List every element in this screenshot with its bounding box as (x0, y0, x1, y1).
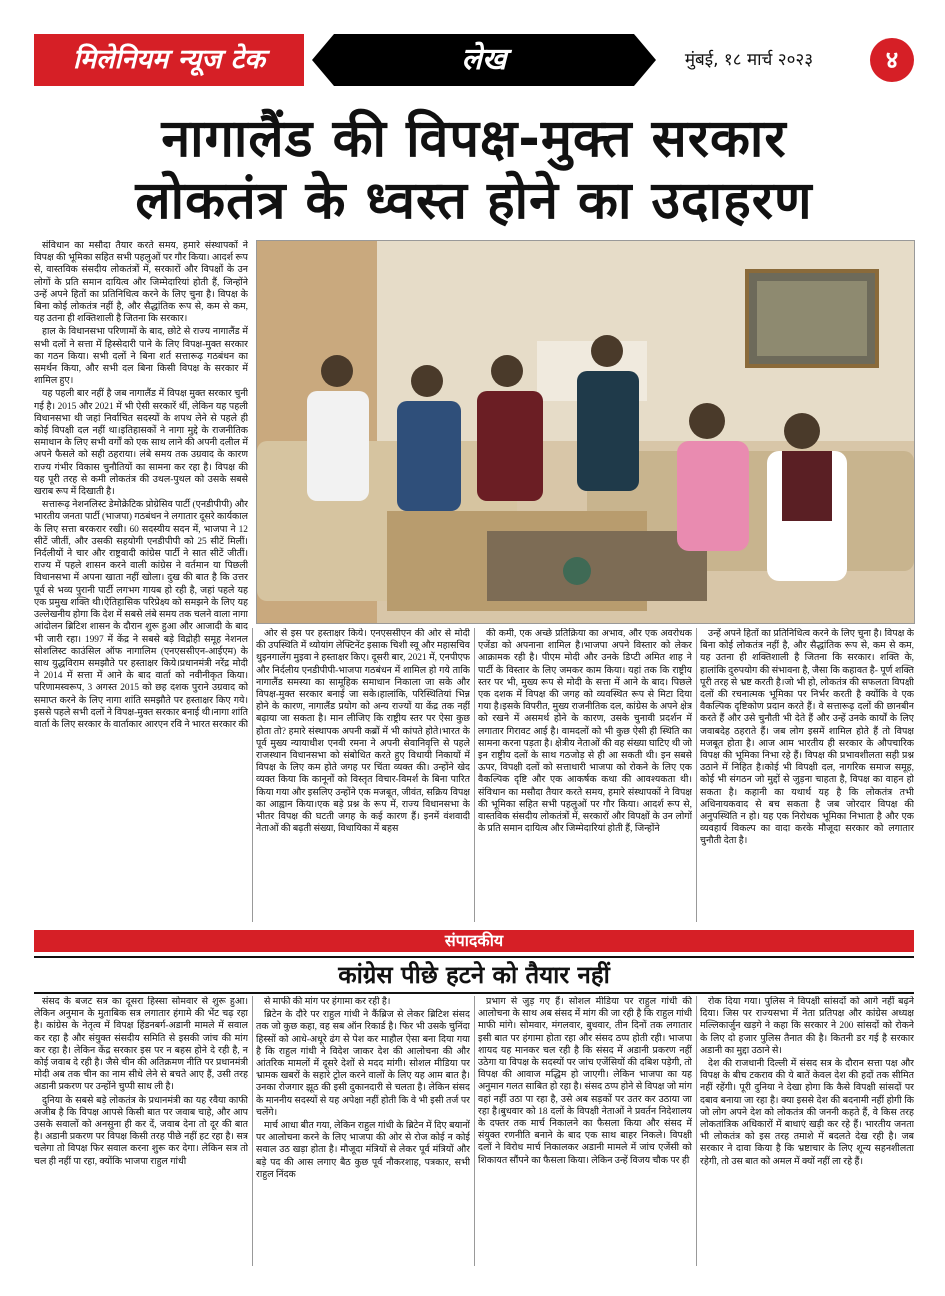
column-divider (696, 628, 697, 922)
column-divider (474, 628, 475, 922)
editorial-section-label: संपादकीय (34, 930, 914, 952)
paragraph: सत्तारूढ़ नेशनलिस्ट डेमोक्रेटिक प्रोग्रेसिव पार्टी (एनडीपीपी) और भारतीय जनता पार्टी (भाजपा) गठबंधन ने लगातार दूसरे कार्यकाल के लिए सत्ता बरकरार रखी। 60 सदस्यीय सदन में, भाजपा ने 12 सीटें जीतीं, और उसकी सहयोगी एनडीपीपी को 25 सीटें मिलीं। निर्दलीयों ने चार और राष्ट्रवादी कांग्रेस पार्टी ने सात सीटें जीतीं। राज्य में पहले शासन करने वाली कांग्रेस ने वर्तमान या पिछली विधानसभा में अपना खाता नहीं खोला। दुख की बात है कि उत्तर पूर्व से भव्य पुरानी पार्टी लगभग गायब हो रही है, जहां पहले यह एक प्रमुख शक्ति थी।ऐतिहासिक परिप्रेक्ष्य को समझने के लिए यह उल्लेखनीय होगा कि देश में सबसे लंबे समय तक चलने वाला नागा आंदोलन ब्रिटिश शासन के दौरान शुरू हुआ और आजादी के बाद भी जारी रहा। 1997 में केंद्र ने सबसे बड़े विद्रोही समूह नेशनल सोशलिस्ट काउंसिल ऑफ नागालिम (एनएससीएन-आईएम) के साथ युद्धविराम समझौते पर हस्ताक्षर किये।प्रधानमंत्री नरेंद्र मोदी ने 2014 में सत्ता में आने के बाद वार्ता को नवीनीकृत किया। परिणामस्वरूप, 3 अगस्त 2015 को छह दशक पुराने उग्रवाद को समाप्त करने के लिए नागा शांति समझौते पर हस्ताक्षर किए गये। इससे पहले सभी दलों ने विपक्ष-मुक्त सरकार बनाई थी।नागा शांति वार्ता के लिए सरकार के वार्ताकार आरएन रवि ने भारत सरकार की (34, 500, 248, 730)
editorial-column-3 (478, 996, 692, 1266)
paragraph: रोक दिया गया। पुलिस ने विपक्षी सांसदों को आगे नहीं बढ़ने दिया। जिस पर राज्यसभा में नेता प्रतिपक्ष और कांग्रेस अध्यक्ष मल्लिकार्जुन खड़गे ने कहा कि सरकार ने 200 सांसदों को रोकने के लिए दो हजार पुलिस तैनात की है। कितनी डर गई है सरकार अडानी का मुद्दा उठाने से। (700, 997, 914, 1056)
paragraph: दुनिया के सबसे बड़े लोकतंत्र के प्रधानमंत्री का यह रवैया काफी अजीब है कि विपक्ष आपसे किसी बात पर जवाब चाहे, और आप उसके सवालों को अनसुना ही कर दें, जवाब देना तो दूर की बात है। अडानी प्रकरण पर विपक्ष किसी तरह पीछे नहीं हट रहा है। सत्र चलेगा तो विपक्ष फिर सवाल करना शुरू कर देगा। लेकिन सत्र तो चल ही नहीं पा रहा, क्योंकि भाजपा राहुल गांधी (34, 1095, 248, 1167)
headline-line-1: नागालैंड की विपक्ष-मुक्त सरकार (161, 109, 787, 169)
paragraph: से माफी की मांग पर हंगामा कर रही है। (264, 997, 391, 1007)
article-column-1 (34, 240, 248, 922)
editorial-column-1 (34, 996, 248, 1266)
column-divider (696, 996, 697, 1266)
column-divider (252, 996, 253, 1266)
paragraph: यह पहली बार नहीं है जब नागालैंड में विपक्ष मुक्त सरकार चुनी गई है। 2015 और 2021 में भी ऐसी सरकारें थीं, लेकिन यह पहली विधानसभा थी जहां निर्वाचित सदस्यों के शपथ लेने से पहले ही कोई विपक्षी दल नहीं था।इतिहासकों ने नागा मुद्दे के राजनीतिक समाधान के लिए सभी वर्गों को एक साथ लाने की अपनी दलील में अपने फैसले को सही ठहराया। लंबे समय तक उग्रवाद के कारण राज्य गंभीर विकास चुनौतियों का सामना कर रहा है। विपक्ष की यह पूरी तरह से कमी लोकतंत्र की उथल-पुथल को उसके सबसे खराब रूप में दिखाती है। (34, 389, 248, 498)
headline-line-2: लोकतंत्र के ध्वस्त होने का उदाहरण (135, 171, 813, 231)
meeting-photo-illustration (257, 241, 914, 623)
section-label: लेख (334, 34, 634, 86)
editorial-title: कांग्रेस पीछे हटने को तैयार नहीं (34, 956, 914, 994)
page-headline (34, 108, 914, 232)
article-column-4 (700, 628, 914, 922)
paragraph: प्रभाग से जुड़ गए हैं। सोशल मीडिया पर राहुल गांधी की आलोचना के साथ अब संसद में मांग की जा रही है कि राहुल गांधी माफी मांगे। सोमवार, मंगलवार, बुधवार, तीन दिनों तक लगातार इसी बात पर हंगामा होता रहा और संसद ठप्प होती रही। भाजपा शायद यह मानकर चल रही है कि संसद में अडानी प्रकरण नहीं उठेगा या विपक्ष के सदस्यों पर जांच एजेंसियों की दबिश पड़ेगी, तो विपक्ष की आवाज मद्धिम हो जाएगी। लेकिन भाजपा का यह अनुमान गलत साबित हो रहा है। संसद ठप्प होने से विपक्ष जो मांग वहां नहीं उठा पा रहा है, उसे अब सड़कों पर उतर कर उठाया जा रहा है।बुधवार को 18 दलों के विपक्षी नेताओं ने प्रवर्तन निदेशालय के दफ्तर तक मार्च निकालने का फैसला किया और संसद में संयुक्त रणनीति बनाने के बाद एक साथ बाहर निकले। विपक्षी दलों ने विरोध मार्च निकालकर अडानी मामले में जांच एजेंसी को शिकायत सौंपने का फैसला किया। लेकिन उन्हें विजय चौक पर ही (478, 997, 692, 1166)
issue-date: मुंबई, १८ मार्च २०२३ (684, 50, 814, 70)
editorial-column-4 (700, 996, 914, 1266)
article-photo (256, 240, 915, 624)
paragraph: उन्हें अपने हितों का प्रतिनिधित्व करने के लिए चुना है। विपक्ष के बिना कोई लोकतंत्र नहीं है, और सैद्धांतिक रूप से, कम से कम, यह उतना ही शक्तिशाली है जितना कि सरकार। शक्ति के, हालांकि दुरुपयोग की संभावना है, जैसा कि कहावत है- पूर्ण शक्ति पूरी तरह से भ्रष्ट करती है।जो भी हो, लोकतंत्र की सफलता विपक्षी दलों की रचनात्मक भूमिका पर निर्भर करती है क्योंकि वे एक वैकल्पिक दृष्टिकोण प्रदान करते हैं। वे सत्तारूढ़ दलों की छानबीन करते हैं और उसे चुनौती भी देते हैं और उन्हें उनके कार्यों के लिए जवाबदेह ठहराते हैं। जब लोग इसमें शामिल होते हैं तो विपक्ष मजबूत होता है। आज आम भारतीय ही सरकार के औपचारिक विपक्ष की भूमिका निभा रहे हैं। विपक्ष की प्रभावशीलता सही प्रश्न उठाने में निहित है।कोई भी विपक्षी दल, नागरिक समाज समूह, कोई भी संगठन जो मुद्दों से जुड़ना चाहता है, विपक्ष का वाहन हो सकता है। कहानी का यथार्थ यह है कि लोकतंत्र तभी अधिनायकवाद से बच सकता है जब जोरदार विपक्ष की अनुपस्थिति न हो। यह एक निरोधक भूमिका निभाता है और एक व्यवहार्य विकल्प का वादा करके मौजूदा सरकार को लगातार चुनौती देता है। (700, 629, 914, 847)
column-divider (474, 996, 475, 1266)
editorial-column-2 (256, 996, 470, 1266)
paragraph: की कमी, एक अच्छे प्रतिक्रिया का अभाव, और एक अवरोधक एजेंडा को अपनाना शामिल है।भाजपा अपने विस्तार को लेकर आक्रामक रही है। पीएम मोदी और उनके डिप्टी अमित शाह ने पार्टी के विस्तार के लिए जमकर काम किया। यहां तक कि राष्ट्रीय स्तर पर भी, मुख्य रूप से मोदी के सत्ता में आने के बाद। पिछले एक दशक में विपक्ष की जगह को व्यवस्थित रूप से मिटा दिया गया है।इसके विपरीत, मुख्य राजनीतिक दल, कांग्रेस के अपने क्षेत्र को रखने में असमर्थ होने के कारण, उसके चुनावी प्रदर्शन में लगातार गिरावट आई है। वामदलों को भी कुछ ऐसी ही स्थिति का सामना करना पड़ता है। क्षेत्रीय नेताओं की वह संख्या घाटिए थी जो इन राष्ट्रीय दलों के साथ गठजोड़ से ही आ सकती थी। इन सबसे ऊपर, विपक्षी दलों को सत्ताधारी भाजपा को रोकने के लिए एक वैकल्पिक दृष्टि और एक आकर्षक कथा की आवश्यकता थी।संविधान का मसौदा तैयार करते समय, हमारे संस्थापकों ने विपक्ष की भूमिका सहित सभी पहलुओं पर गौर किया। आदर्श रूप से, वास्तविक संसदीय लोकतंत्रों में, सरकारों और विपक्षों के उन लोगों के प्रति समान दायित्व और जिम्मेदारियां होती हैं, जिन्होंने (478, 629, 692, 835)
brand-banner: मिलेनियम न्यूज टेक (34, 34, 304, 86)
article-column-3 (478, 628, 692, 922)
paragraph: संविधान का मसौदा तैयार करते समय, हमारे संस्थापकों ने विपक्ष की भूमिका सहित सभी पहलुओं पर गौर किया। आदर्श रूप से, वास्तविक संसदीय लोकतंत्रों में, सरकारों और विपक्षों के उन लोगों के प्रति समान दायित्व और जिम्मेदारियां होती हैं, जिन्होंने उन्हें अपने हितों का प्रतिनिधित्व करने के लिए चुना है। विपक्ष के बिना कोई लोकतंत्र नहीं है, और सैद्धांतिक रूप से, कम से कम, यह उतना ही शक्तिशाली है जितना कि सरकार। (34, 241, 248, 325)
paragraph: ब्रिटेन के दौरे पर राहुल गांधी ने कैंब्रिज से लेकर ब्रिटिश संसद तक जो कुछ कहा, वह सब ऑन रिकार्ड है। फिर भी उसके चुनिंदा हिस्सों को आधे-अधूरे ढंग से पेश कर माहौल ऐसा बना दिया गया है कि राहुल गांधी ने विदेश जाकर देश की आलोचना की और आंतरिक मामलों में दूसरे देशों से मदद मांगी। सोशल मीडिया पर भ्रामक खबरों के सहारे ट्रोल करने वालों के लिए यह आम बात है। उनका रोजगार झूठ की इसी दुकानदारी से चलता है। लेकिन संसद के माननीय सदस्यों से यह अपेक्षा नहीं होती कि वे भी इसी तर्ज पर चलेंगे। (256, 1010, 470, 1118)
paragraph: संसद के बजट सत्र का दूसरा हिस्सा सोमवार से शुरू हुआ। लेकिन अनुमान के मुताबिक सत्र लगातार हंगामे की भेंट चढ़ रहा है। कांग्रेस के नेतृत्व में विपक्ष हिंडनबर्ग-अडानी मामले में सवाल कर रहा है और संयुक्त संसदीय समिति से इसकी जांच की मांग कर रहा है। लेकिन केंद्र सरकार इस पर न बहस होने दे रही है, न कोई जवाब दे रही है। जैसे चीन की अतिक्रमण नीति पर प्रधानमंत्री मोदी अब तक चीन का नाम सीधे लेने से बचते आए हैं, उसी तरह अडानी प्रकरण पर उन्होंने चुप्पी साध ली है। (34, 997, 248, 1093)
masthead (34, 34, 914, 90)
paragraph: ओर से इस पर हस्ताक्षर किये। एनएससीएन की ओर से मोदी की उपस्थिति में थ्योयांग लेफ्टिनेंट इसाक चिशी स्वू और महासचिव थुइनगालेंग मुइवा ने हस्ताक्षर किए। दूसरी बार, 2021 में, एनपीएफ और निर्दलीय एनडीपीपी-भाजपा गठबंधन में शामिल हो गये ताकि नागालैंड समस्या का सामूहिक समाधान निकाला जा सके और विपक्ष-मुक्त सरकार बनाई जा सके।हालांकि, परिस्थितियां भिन्न होने के कारण, नागालैंड प्रयोग को अन्य राज्यों या केंद्र तक नहीं बढ़ाया जा सकता है। मान लीजिए कि राष्ट्रीय स्तर पर ऐसा कुछ होता तो? हमारे संस्थापक अपनी कब्रों में भी कांपते होते।भारत के पूर्व मुख्य न्यायाधीश एनवी रमना ने अपनी सेवानिवृत्ति से पहले राजस्थान विधानसभा को संबोधित करते हुए विधायी निकायों में विपक्ष के लिए कम होते जगह पर चिंता व्यक्त की। उन्होंने खेद व्यक्त किया कि कानूनों को विस्तृत विचार-विमर्श के बिना पारित किया गया और इसलिए उन्होंने एक मजबूत, जीवंत, सक्रिय विपक्ष का आह्वान किया।एक बड़े प्रश्न के रूप में, राज्य विधानसभा के भीतर विपक्ष की घटती जगह के कई कारण हैं। इनमें वंशवादी नेताओं की बढ़ती संख्या, विधायिका में बहस (256, 629, 470, 835)
paragraph: देश की राजधानी दिल्ली में संसद सत्र के दौरान सत्ता पक्ष और विपक्ष के बीच टकराव की ये बातें केवल देश की हदों तक सीमित नहीं रहेंगी। पूरी दुनिया ने देखा होगा कि कैसे विपक्षी सांसदों पर दबाव बनाया जा रहा है। क्या इससे देश की बदनामी नहीं होगी कि जो लोग अपने देश को लोकतंत्र की जननी कहते हैं, वे किस तरह लोकतांत्रिक अधिकारों में बाधाएं खड़ी कर रहे हैं। भारतीय जनता भी लोकतंत्र को इस तरह तमाशे में बदलते देख रही है। जब सरकार ने दावा किया है कि भ्रष्टाचार के लिए शून्य सहनशीलता रहेगी, तो उस बात को अमल में क्यों नहीं ला रहे हैं। (700, 1059, 914, 1167)
column-divider (252, 628, 253, 922)
page-number-badge: ४ (870, 38, 914, 82)
paragraph: हाल के विधानसभा परिणामों के बाद, छोटे से राज्य नागालैंड में सभी दलों ने सत्ता में हिस्सेदारी पाने के लिए विपक्ष-मुक्त सरकार का गठन किया। सभी दलों ने बिना शर्त सत्तारूढ़ गठबंधन का समर्थन किया, और सभी दल बिना किसी विपक्ष के सरकार में शामिल हुए। (34, 327, 248, 387)
article-column-2 (256, 628, 470, 922)
paragraph: मार्च आधा बीत गया, लेकिन राहुल गांधी के ब्रिटेन में दिए बयानों पर आलोचना करने के लिए भाजपा की ओर से रोज कोई न कोई सवाल उठ खड़ा होता है। मौजूदा मंत्रियों से लेकर पूर्व मंत्रियों और बड़े पद की आस लगाए बैठ कुछ पूर्व नौकरशाह, पत्रकार, सभी राहुल निंदक (256, 1121, 470, 1180)
